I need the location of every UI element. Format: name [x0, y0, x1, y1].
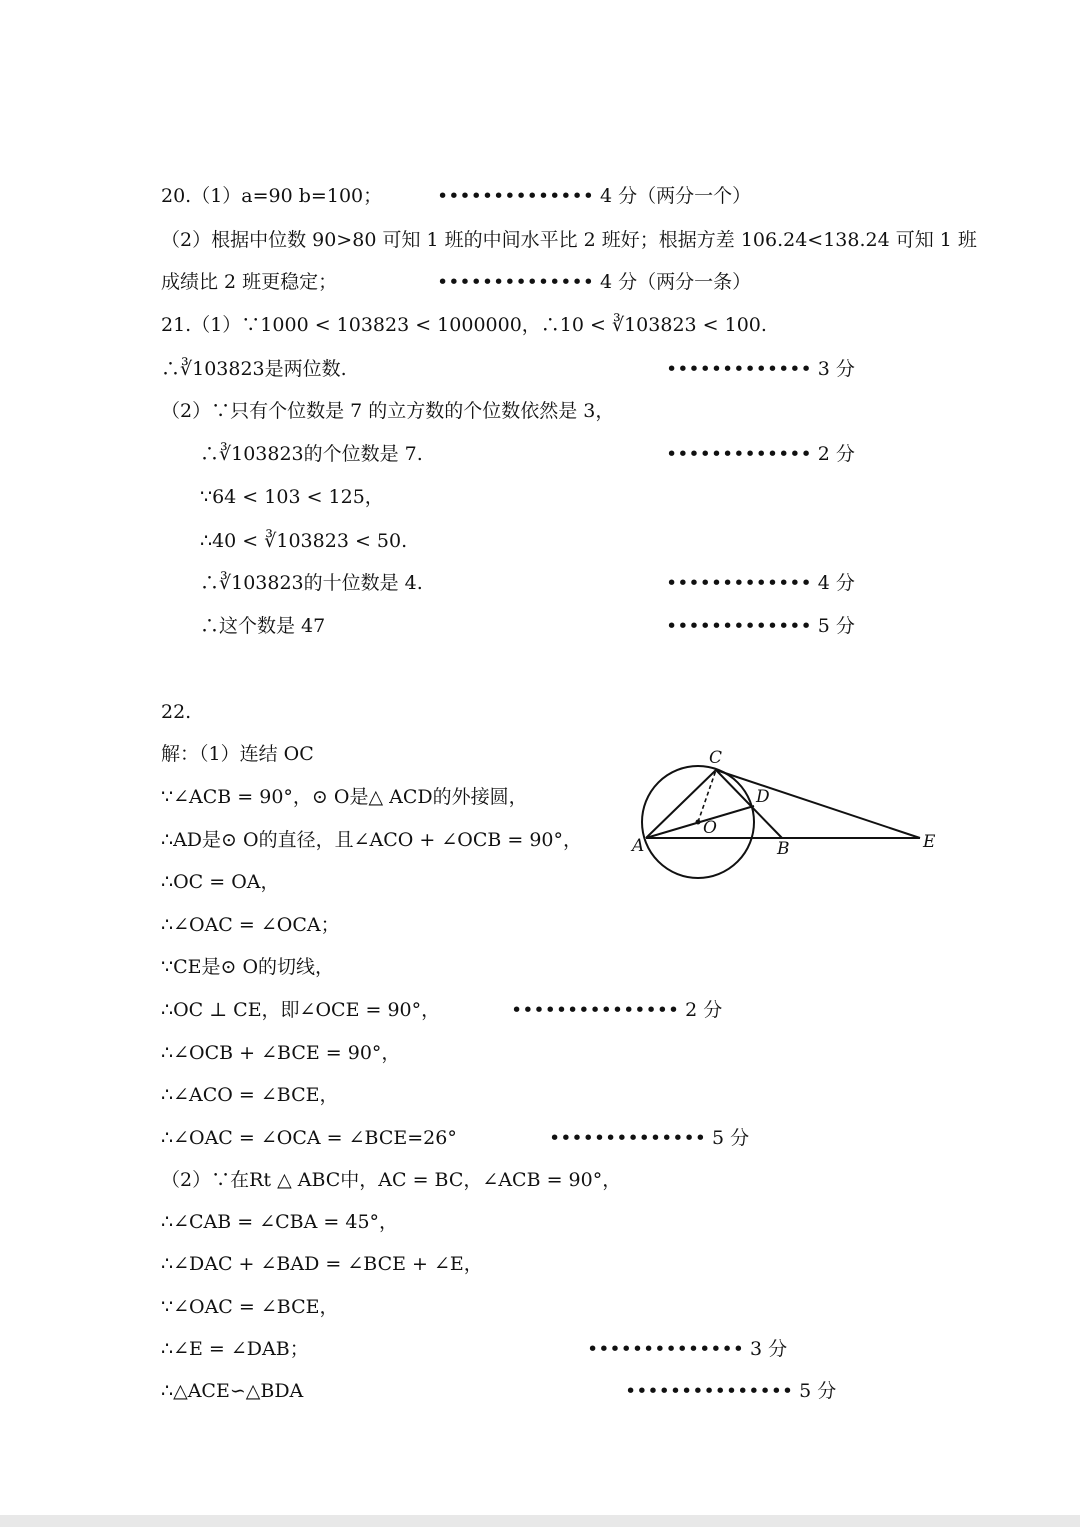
q22-step-5: ∴∠OAC = ∠OCA； [161, 914, 340, 936]
q22-step-1: 解：（1）连结 OC [161, 743, 314, 765]
q21-units-score: ••••••••••••• 2 分 [666, 443, 855, 465]
label-e: E [923, 832, 936, 852]
page-bottom-edge [0, 1515, 1080, 1527]
q21-bounds: ∴40 < ∛103823 < 50. [200, 530, 408, 552]
geometry-figure [620, 740, 950, 890]
q21-range: ∵64 < 103 < 125， [200, 486, 384, 508]
q22-step-4: ∴OC = OA， [161, 871, 280, 893]
q22-part2-step-2: ∴∠CAB = ∠CBA = 45°， [161, 1211, 399, 1233]
q22-step-7: ∴OC ⊥ CE，即∠OCE = 90°， [161, 999, 441, 1021]
q22-part2-step-3: ∴∠DAC + ∠BAD = ∠BCE + ∠E， [161, 1253, 483, 1275]
label-c: C [709, 748, 723, 768]
q22-step-10-score: •••••••••••••• 5 分 [549, 1127, 750, 1149]
q21-answer-score: ••••••••••••• 5 分 [666, 615, 855, 637]
q22-part2-step-4: ∵∠OAC = ∠BCE， [161, 1296, 339, 1318]
q22-part2-conclusion: ∴△ACE∽△BDA [161, 1380, 304, 1402]
q22-step-8: ∴∠OCB + ∠BCE = 90°， [161, 1042, 401, 1064]
q22-part2-step-5: ∴∠E = ∠DAB； [161, 1338, 309, 1360]
q21-part2: （2）∵只有个位数是 7 的立方数的个位数依然是 3， [161, 400, 615, 422]
label-a: A [632, 836, 645, 856]
q20-part2-score: •••••••••••••• 4 分（两分一条） [437, 271, 752, 293]
q21-part1-score: ••••••••••••• 3 分 [666, 358, 855, 380]
q21-answer: ∴这个数是 47 [200, 615, 326, 637]
center-point [696, 820, 701, 825]
q20-part2: （2）根据中位数 90>80 可知 1 班的中间水平比 2 班好；根据方差 106.24<138.24 可知 1 班 [161, 229, 977, 251]
q22-step-6: ∵CE是⊙ O的切线， [161, 956, 335, 978]
q21-units-digit: ∴∛103823的个位数是 7. [200, 443, 423, 465]
q22-step-7-score: ••••••••••••••• 2 分 [511, 999, 723, 1021]
q21-tens-score: ••••••••••••• 4 分 [666, 572, 855, 594]
q22-step-3: ∴AD是⊙ O的直径，且∠ACO + ∠OCB = 90°， [161, 829, 583, 851]
q22-part2-step-5-score: •••••••••••••• 3 分 [587, 1338, 788, 1360]
q22-step-2: ∵∠ACB = 90°，⊙ O是△ ACD的外接圆， [161, 786, 528, 808]
q22-part2-conclusion-score: ••••••••••••••• 5 分 [625, 1380, 837, 1402]
segment-ce [716, 770, 920, 838]
q22-part2-step-1: （2）∵在Rt △ ABC中，AC = BC，∠ACB = 90°， [161, 1169, 622, 1191]
q20-part2-cont: 成绩比 2 班更稳定； [161, 271, 338, 293]
q21-part1-conclusion: ∴∛103823是两位数. [161, 358, 347, 380]
label-b: B [777, 839, 790, 859]
q21-part1: 21.（1）∵1000 < 103823 < 1000000，∴10 < ∛103823 < 100. [161, 314, 767, 336]
q21-tens-digit: ∴∛103823的十位数是 4. [200, 572, 423, 594]
label-d: D [756, 787, 770, 807]
q20-part1-score: •••••••••••••• 4 分（两分一个） [437, 185, 752, 207]
q22-step-10: ∴∠OAC = ∠OCA = ∠BCE=26° [161, 1127, 457, 1149]
q20-part1: 20.（1）a=90 b=100； [161, 185, 383, 207]
label-o: O [703, 818, 717, 838]
q22-step-9: ∴∠ACO = ∠BCE， [161, 1084, 339, 1106]
q22-number: 22. [161, 701, 192, 723]
